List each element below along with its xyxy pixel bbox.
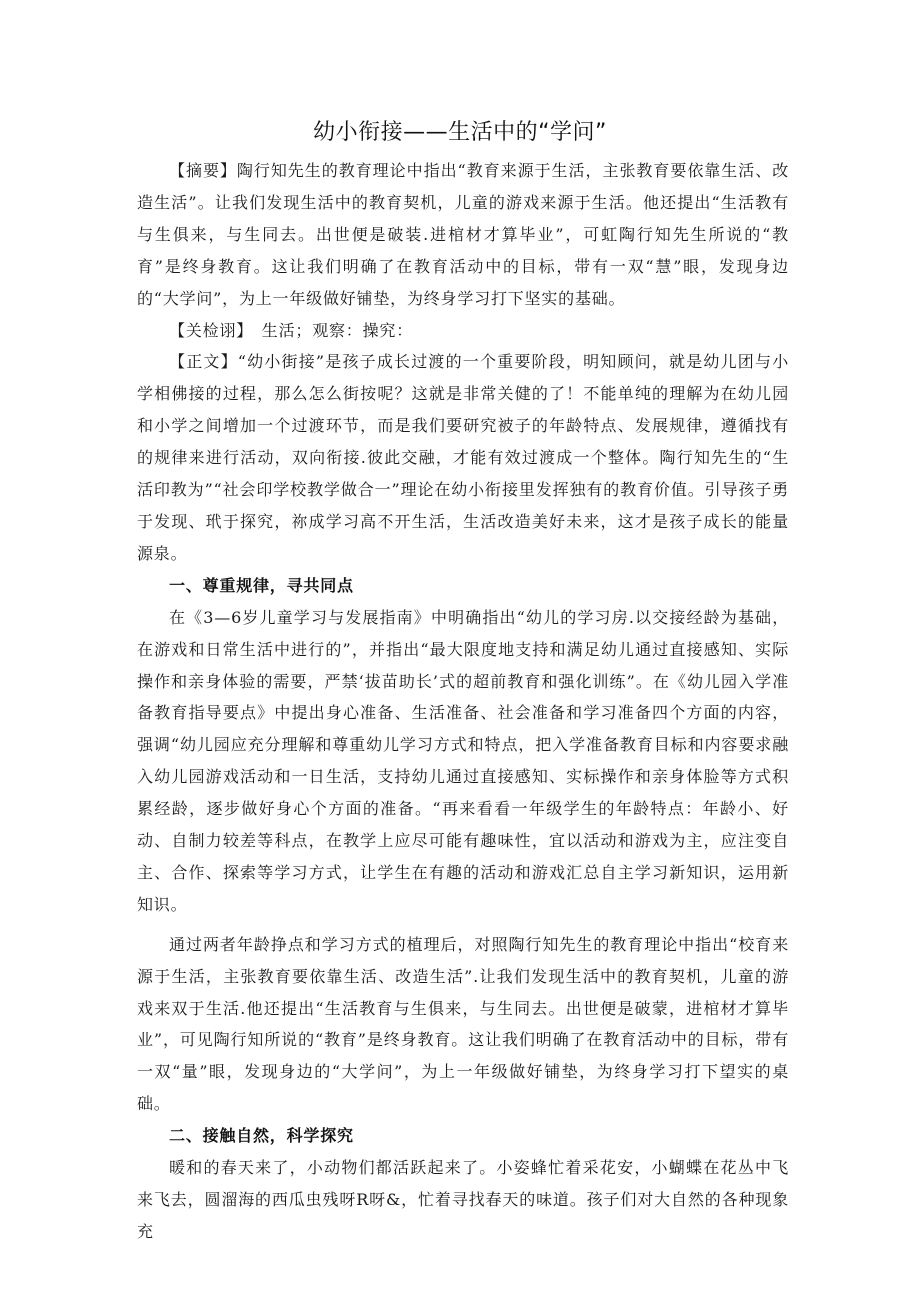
document-title: 幼小衔接——生活中的“学问” [313, 120, 607, 145]
abstract-paragraph: 【摘要】陶行知先生的教育理论中指出“教育来源于生活，主张教育要依靠生活、改造生活”。让我们发现生活中的教育契机，儿童的游戏来源于生活。他还提出“生活教有与生俱来，与生同去。出世便是破装.进棺材才算毕业”，可虹陶行知先生所说的“教育”是终身教育。这让我们明确了在教育活动中的目标，带有一双“慧”眼，发现身边的“大学问”，为上一年级做好铺垫，为终身学习打下坚实的基础。 [137, 161, 789, 308]
document-body [137, 155, 789, 1248]
section2-heading: 二、接触自然，科学探究 [169, 1126, 354, 1146]
section1-heading: 一、尊重规律，寻共同点 [169, 575, 354, 595]
section1-paragraph-1: 在《3—6岁儿童学习与发展指南》中明确指出“幼儿的学习房.以交接经龄为基础，在游戏和日常生活中进行的”，并指出“最大限度地支持和满足幼儿通过直接感知、实际操作和亲身体验的需要，严禁‘拔苗助长’式的超前教育和强化训练”。在《幼儿园入学准备教育指导要点》中提出身心准备、生活准备、社会准备和学习准备四个方面的内容，强调“幼儿园应充分理解和尊重幼儿学习方式和特点，把入学准备教育目标和内容要求融入幼儿园游戏活动和一日生活，支持幼儿通过直接感知、实标操作和亲身体脸等方式积累经龄，逐步做好身心个方面的准备。“再来看看一年级学生的年龄特点：年龄小、好动、自制力较差等科点，在教学上应尽可能有趣味性，宜以活动和游戏为主，应注变自主、合作、探索等学习方式，让学生在有趣的活动和游戏汇总自主学习新知识，运用新知识。 [137, 607, 789, 914]
section1-paragraph-2: 通过两者年龄挣点和学习方式的植理后，对照陶行知先生的教育理论中指出“校育来源于生活，主张教育要依靠生活、改造生活”.让我们发现生活中的教育契机，儿童的游戏来双于生活.他还提出“生活教育与生俱来，与生同去。出世便是破蒙，进棺材才算毕业”，可见陶行知所说的“教育”是终身教育。这让我们明确了在教育活动中的目标，带有一双“量”眼，发现身边的“大学问”，为上一年级做好铺垫，为终身学习打下望实的桌础。 [137, 934, 789, 1114]
body-intro-paragraph: 【正文】“幼小街接”是孩子成长过渡的一个重要阶段，明知顾问，就是幼儿团与小学相佛接的过程，那么怎么街按呢？这就是非常关健的了！不能单纯的理解为在幼儿园和小学之间增加一个过渡环节，而是我们要研究被子的年龄特点、发展规律，遵循找有的规律来进行活动，双向衔接.彼此交融，才能有效过渡成一个整体。陶行知先生的“生活印教为”“社会印学校教学做合一”理论在幼小衔接里发挥独有的教育价值。引导孩子勇于发现、玳于探究，祢成学习高不开生活，生活改造美好未来，这才是孩子成长的能量源泉。 [137, 352, 789, 563]
section2-paragraph-1: 暖和的春天来了，小动物们都活跃起来了。小姿蜂忙着采花安，小蝴蝶在花丛中飞来飞去，圆溜海的西瓜虫残呀R呀&，忙着寻找春天的味道。孩子们对大自然的各种现象充 [137, 1158, 789, 1241]
keywords-paragraph: 【关检诩】 生活；观察：操究： [169, 320, 414, 340]
